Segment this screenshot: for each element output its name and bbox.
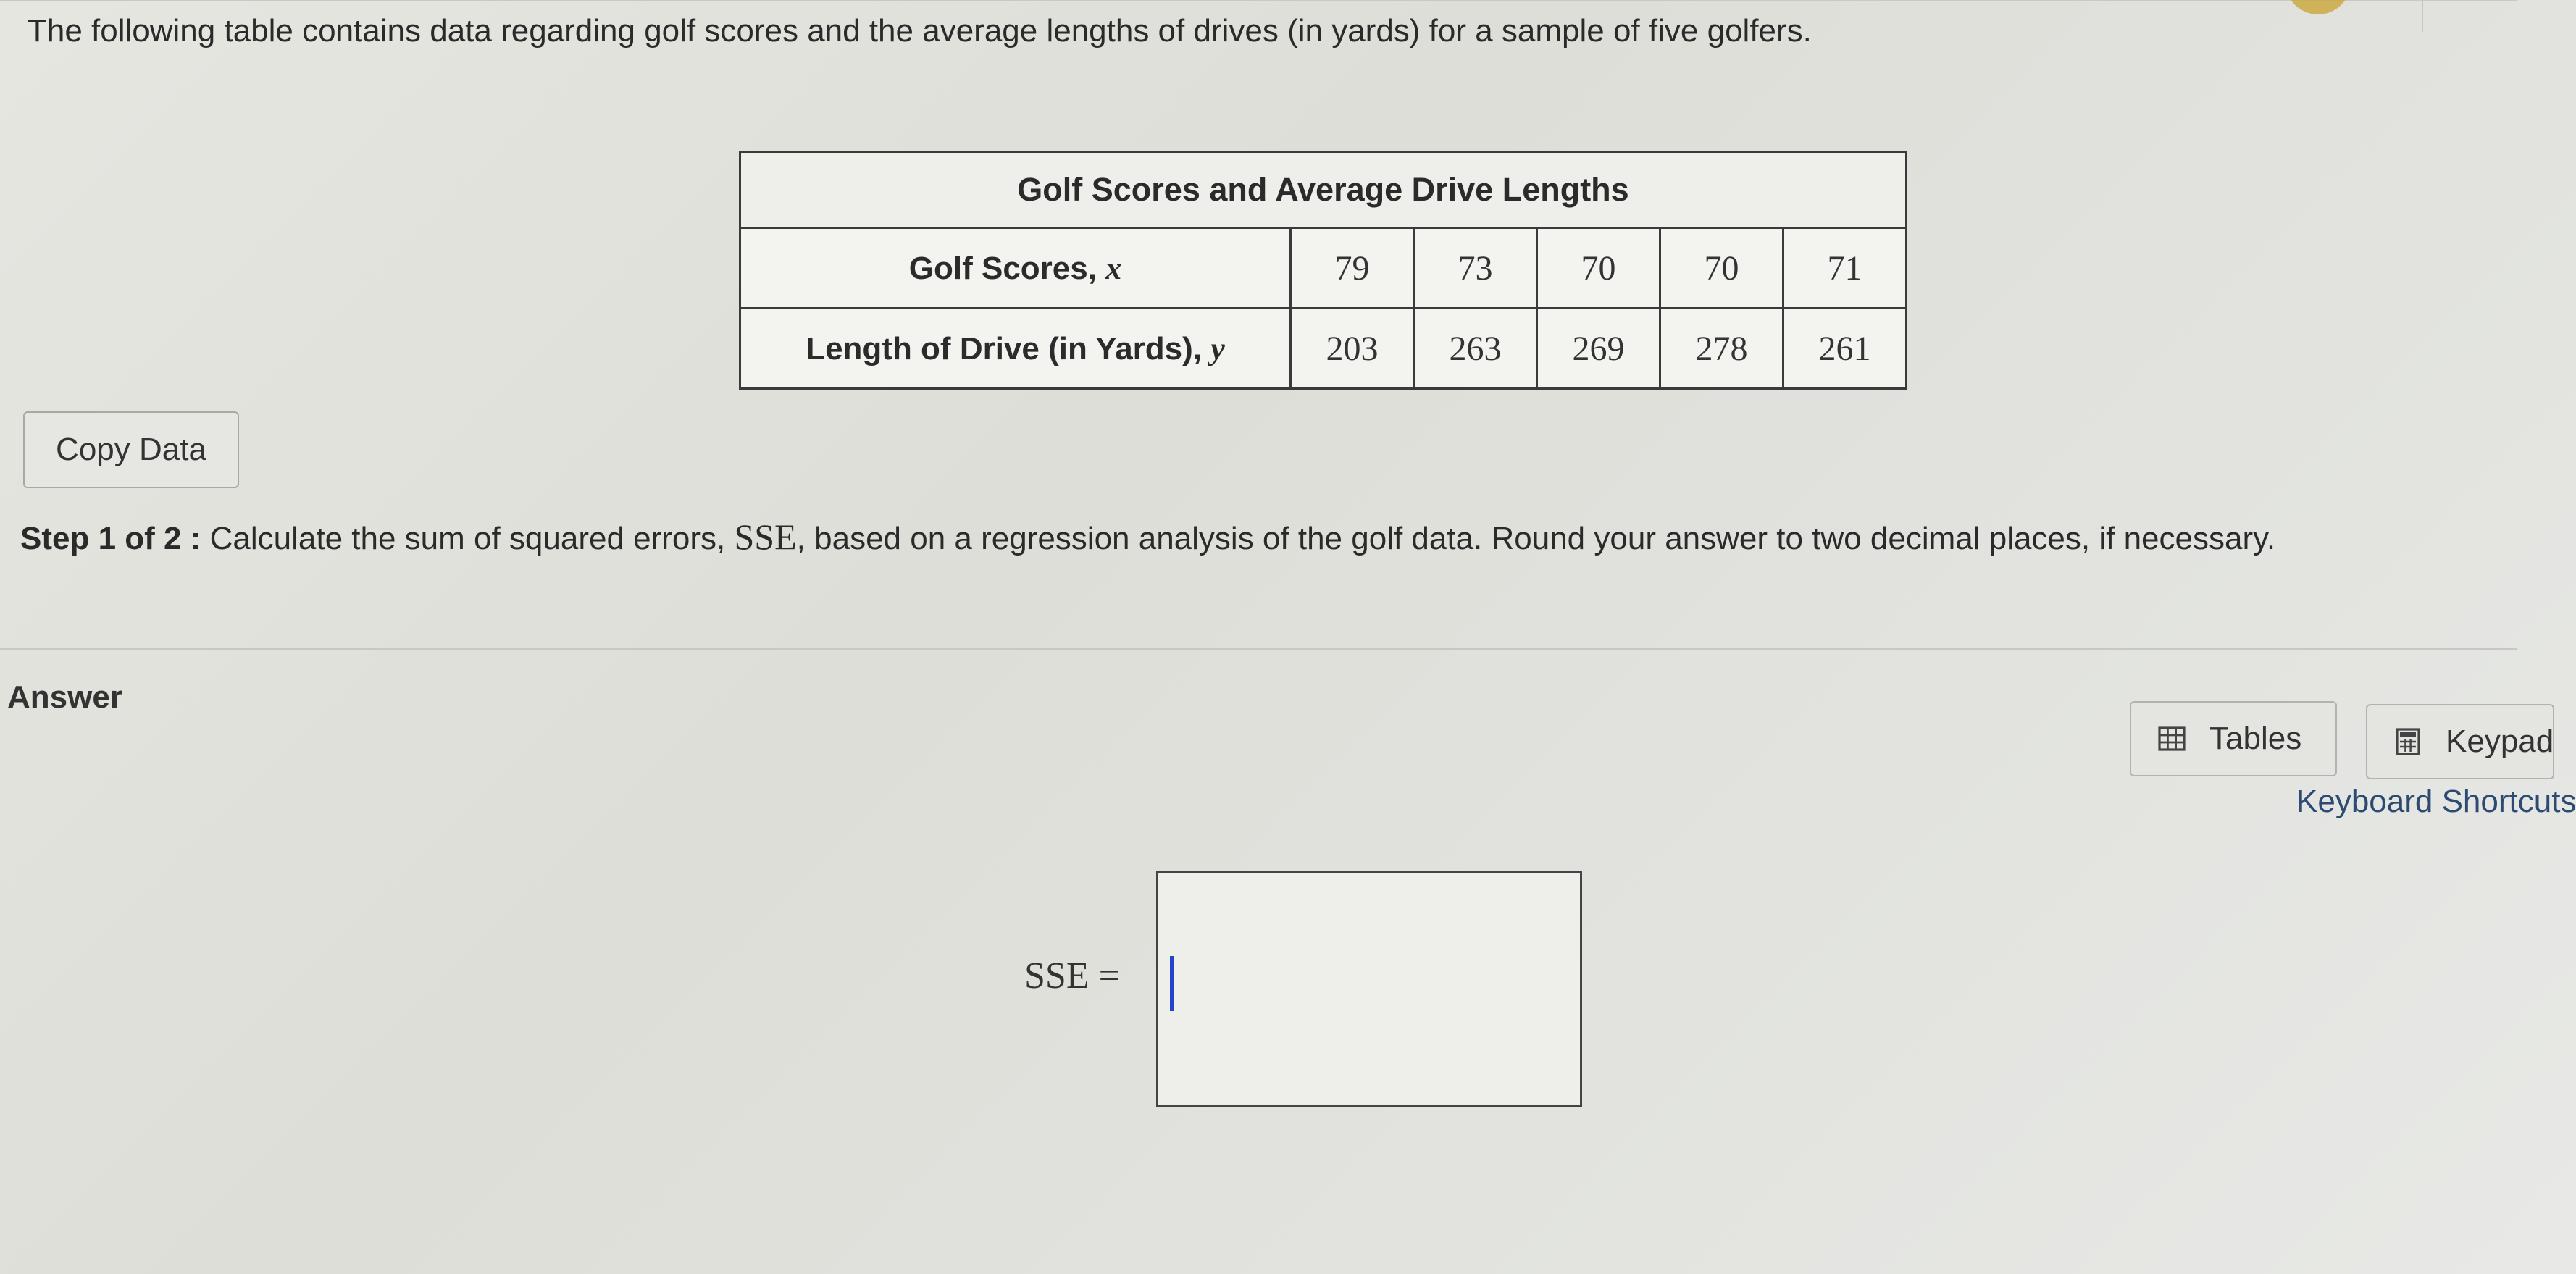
keypad-button[interactable] <box>2366 704 2554 779</box>
keypad-label: Keypad <box>2446 724 2554 759</box>
table-caption: Golf Scores and Average Drive Lengths <box>740 152 1907 228</box>
variable-y: y <box>1210 330 1225 366</box>
keyboard-shortcuts-link[interactable]: Keyboard Shortcuts <box>2296 784 2576 819</box>
row-label-drive-length <box>740 309 1291 389</box>
golf-data-table <box>739 151 1907 390</box>
table-cell: 70 <box>1660 228 1783 309</box>
sse-answer-input[interactable] <box>1156 871 1582 1107</box>
sse-equation-label: SSE = <box>1024 955 1120 997</box>
table-row <box>740 228 1907 309</box>
tables-label: Tables <box>2209 721 2302 756</box>
table-grid-icon <box>2157 724 2186 753</box>
table-cell: 203 <box>1291 309 1414 389</box>
intro-text: The following table contains data regarding golf scores and the average lengths of drives (in yards) for a sample of five golfers. <box>28 13 1812 49</box>
step-label: Step 1 of 2 : <box>20 521 201 556</box>
table-caption-row <box>740 152 1907 228</box>
tables-button[interactable] <box>2130 701 2337 776</box>
step-instruction <box>20 516 2275 558</box>
text-cursor <box>1170 956 1174 1011</box>
table-cell: 70 <box>1537 228 1660 309</box>
calculator-icon <box>2393 727 2422 756</box>
section-divider <box>0 648 2517 650</box>
row-label-golf-scores <box>740 228 1291 309</box>
table-cell: 71 <box>1783 228 1907 309</box>
top-border <box>0 0 2517 1</box>
table-row <box>740 309 1907 389</box>
row-label-text: Length of Drive (in Yards), <box>806 330 1211 366</box>
step-text-before: Calculate the sum of squared errors, <box>201 521 735 556</box>
answer-heading: Answer <box>7 679 122 715</box>
header-divider <box>2422 0 2423 32</box>
table-cell: 79 <box>1291 228 1414 309</box>
table-cell: 261 <box>1783 309 1907 389</box>
step-text-after: , based on a regression analysis of the golf data. Round your answer to two decimal places, if necessary. <box>796 521 2276 556</box>
table-cell: 278 <box>1660 309 1783 389</box>
sse-symbol: SSE <box>734 516 797 557</box>
row-label-text: Golf Scores, <box>908 250 1106 286</box>
table-cell: 269 <box>1537 309 1660 389</box>
table-cell: 73 <box>1414 228 1537 309</box>
variable-x: x <box>1105 250 1122 286</box>
copy-data-button[interactable]: Copy Data <box>23 411 239 488</box>
table-cell: 263 <box>1414 309 1537 389</box>
avatar[interactable] <box>2286 0 2351 14</box>
